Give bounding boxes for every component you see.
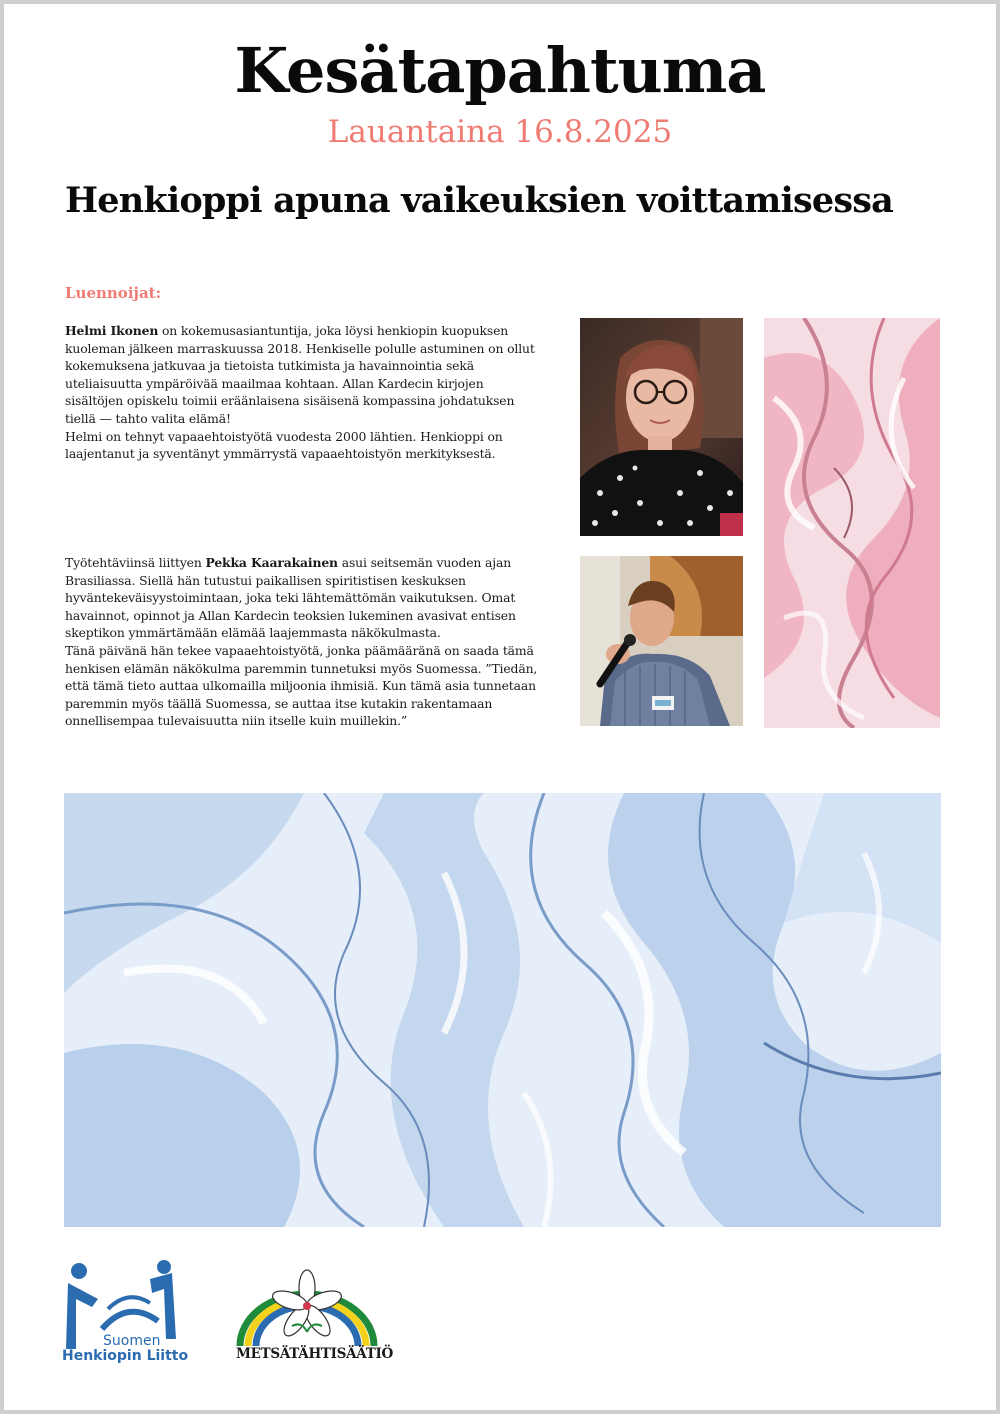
poster-title: Kesätapahtuma	[234, 34, 766, 107]
lecturer1-name: Helmi Ikonen	[65, 323, 159, 338]
suomen-henkiopin-liitto-logo	[62, 1259, 192, 1374]
logo1-line1: Suomen	[103, 1333, 161, 1349]
blue-marble-image	[64, 793, 941, 1227]
logo2-text: METSÄTÄHTISÄÄTIÖ	[236, 1346, 393, 1362]
lecturer2-photo	[580, 556, 743, 726]
lecturer2-intro: Työtehtäviinsä liittyen	[65, 555, 206, 570]
event-date: Lauantaina 16.8.2025	[327, 114, 673, 150]
poster-page	[4, 4, 996, 1410]
lecturer2-paragraph1	[65, 554, 545, 642]
logo1-line2: Henkiopin Liitto	[62, 1348, 189, 1364]
lecturer1-text1: on kokemusasiantuntija, joka löysi henkiopin kuopuksen kuoleman jälkeen marraskuussa 2018. Henkiselle polulle astuminen on ollut kokemuksena jatkuvaa ja tietoista tutkimista ja havainnointia sekä uteliaisuutta ympäröivää maailmaa kohtaan. Allan Kardecin kirjojen sisältöjen opiskelu toimii eräänlaisena sisäisenä kompassina johdatuksen tiellä — tahto valita elämä!	[65, 323, 535, 426]
lecturer2-name: Pekka Kaarakainen	[205, 555, 338, 570]
lecturer1-text2: Helmi on tehnyt vapaaehtoistyötä vuodesta 2000 lähtien. Henkioppi on laajentanut ja syventänyt ymmärrystä vapaaehtoistyön merkityksestä.	[65, 428, 503, 462]
lecturers-label: Luennoijat:	[65, 284, 162, 302]
event-subtitle: Henkioppi apuna vaikeuksien voittamisessa	[65, 180, 894, 221]
lecturer1-paragraph1	[65, 322, 545, 428]
pink-marble-image	[764, 318, 940, 728]
lecturer2-text1: asui seitsemän vuoden ajan Brasiliassa. Siellä hän tutustui paikallisen spiritistisen keskuksen hyväntekeväisyystoimintaan, joka teki lähtemättömän vaikutuksen. Omat havainnot, opinnot ja Allan Kardecin teoksien lukeminen avasivat entisen skeptikon ymmärtämään elämää laajemmasta näkökulmasta.	[65, 555, 516, 641]
metsatahtisaatio-logo	[232, 1266, 393, 1371]
lecturer2-text2: Tänä päivänä hän tekee vapaaehtoistyötä, jonka päämääränä on saada tämä henkisen elämän näkökulma paremmin tunnetuksi myös Suomessa. ”Tiedän, että tämä tieto auttaa ulkomailla miljoonia ihmisiä. Kun tämä asia tunnetaan paremmin myös täällä Suomessa, se auttaa itse kutakin rakentamaan onnellisempaa tulevaisuutta niin itselle kuin muillekin.”	[65, 642, 538, 729]
lecturer1-photo	[580, 318, 743, 536]
lecturer2-bio	[65, 554, 545, 730]
lecturer1-bio	[65, 322, 545, 463]
